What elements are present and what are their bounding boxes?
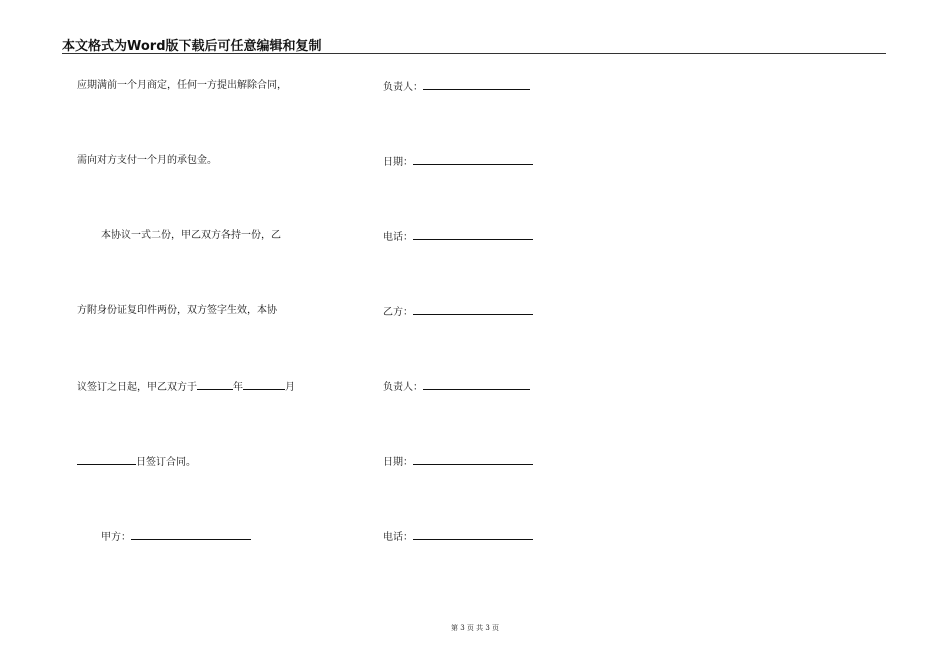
left-line-3: 本协议一式二份，甲乙双方各持一份，乙 (101, 230, 281, 241)
party-a-blank[interactable] (131, 530, 251, 540)
left-line-1: 应期满前一个月商定，任何一方提出解除合同， (77, 80, 287, 91)
month-blank[interactable] (243, 380, 285, 390)
phone-blank[interactable] (413, 230, 533, 240)
right-line-7 (383, 530, 533, 544)
page-footer: 第 3 页 共 3 页 (450, 624, 500, 632)
responsible-person-blank[interactable] (423, 80, 530, 90)
year-blank[interactable] (197, 380, 233, 390)
right-line-1 (383, 80, 530, 94)
phone-blank-2[interactable] (413, 530, 533, 540)
phone-label: 电话： (383, 232, 413, 243)
left-line-6-text: 日签订合同。 (136, 457, 196, 468)
right-line-6 (383, 455, 533, 469)
page-header (62, 33, 886, 54)
header-title: 本文格式为Word版下载后可任意编辑和复制 (62, 39, 322, 54)
left-line-5-text-a: 议签订之日起，甲乙双方于 (77, 382, 197, 393)
right-line-4 (383, 305, 533, 319)
year-label: 年 (233, 382, 243, 393)
left-line-2: 需向对方支付一个月的承包金。 (77, 155, 217, 166)
right-line-3 (383, 230, 533, 244)
right-line-5 (383, 380, 530, 394)
date-blank[interactable] (413, 155, 533, 165)
party-a-label: 甲方： (101, 532, 131, 543)
left-line-4: 方附身份证复印件两份，双方签字生效，本协 (77, 305, 277, 316)
date-blank-2[interactable] (413, 455, 533, 465)
right-line-2 (383, 155, 533, 169)
responsible-person-blank-2[interactable] (423, 380, 530, 390)
party-b-label: 乙方： (383, 307, 413, 318)
phone-label-2: 电话： (383, 532, 413, 543)
month-label: 月 (285, 382, 295, 393)
party-b-blank[interactable] (413, 305, 533, 315)
party-a-line (101, 530, 251, 544)
left-line-6 (77, 455, 196, 469)
responsible-person-label-2: 负责人： (383, 382, 423, 393)
day-blank[interactable] (77, 455, 136, 465)
left-line-5 (77, 380, 295, 394)
date-label-2: 日期： (383, 457, 413, 468)
responsible-person-label: 负责人： (383, 82, 423, 93)
date-label: 日期： (383, 157, 413, 168)
